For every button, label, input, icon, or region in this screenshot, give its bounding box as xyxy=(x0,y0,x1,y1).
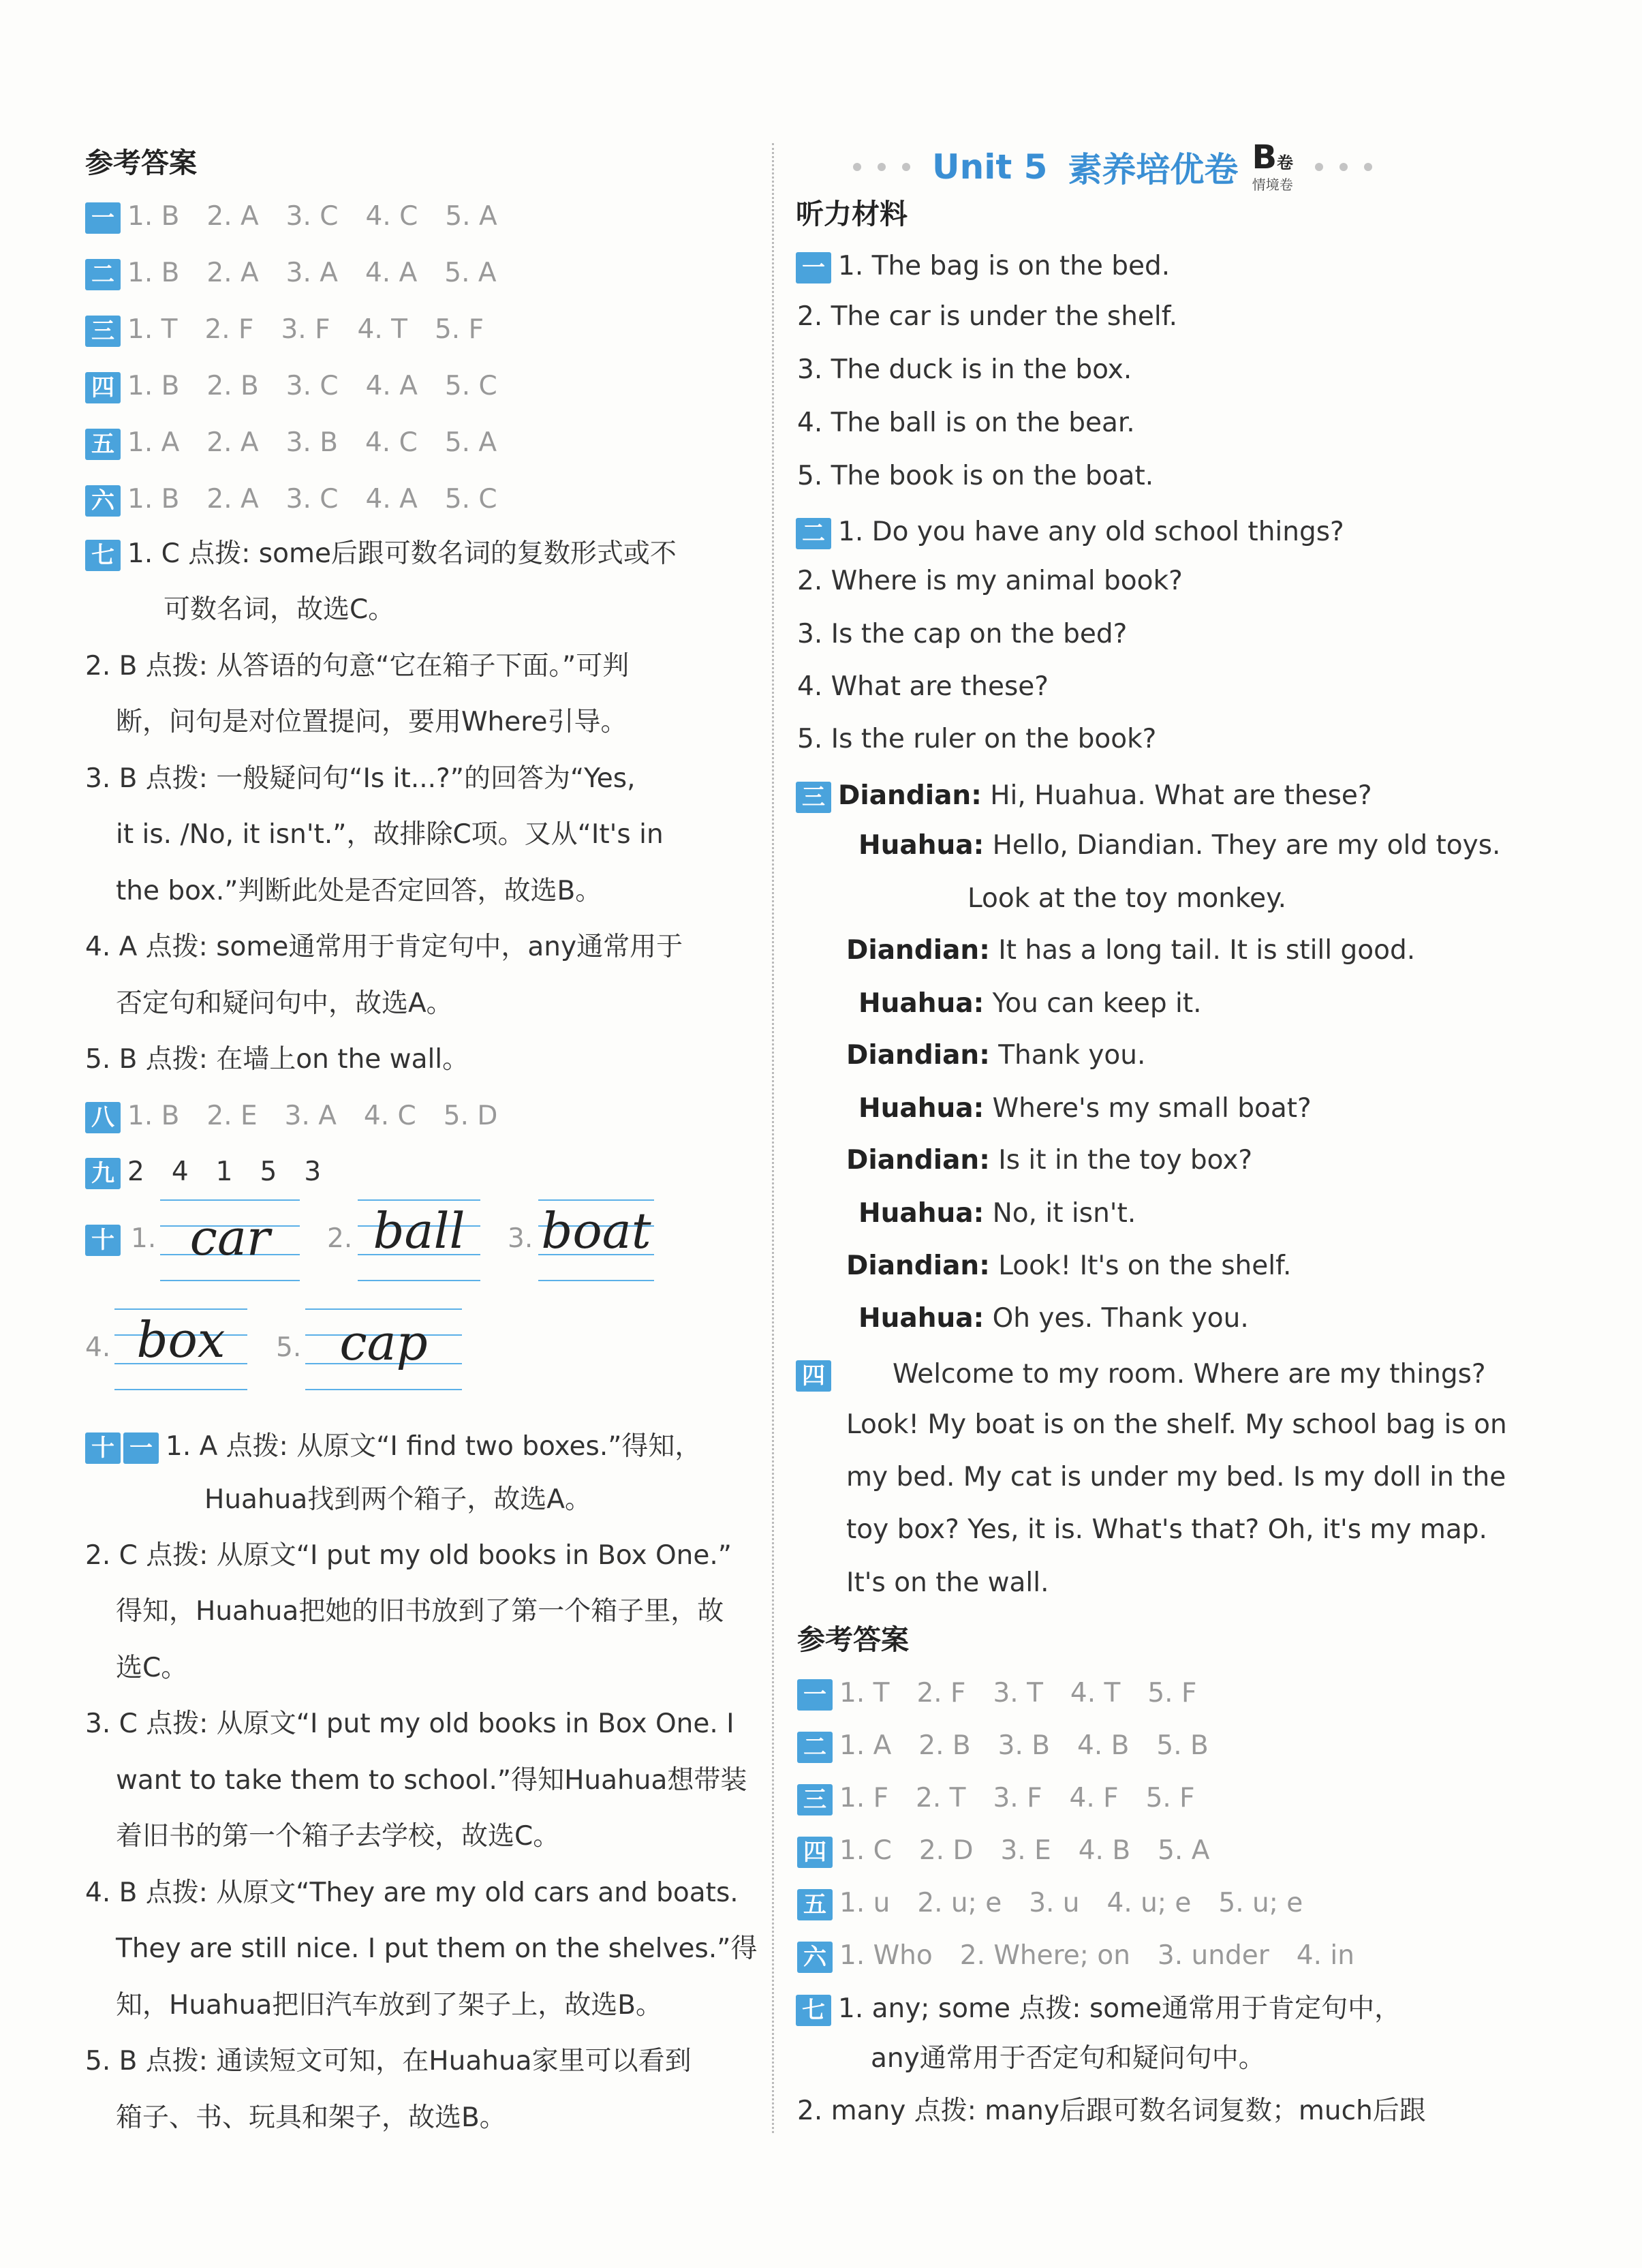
seven-line-7: the box.”判断此处是否定回答，故选B。 xyxy=(116,876,602,906)
left-answer-answer: 2. A xyxy=(206,201,259,232)
write-num-5: 5. xyxy=(276,1332,302,1363)
dialog-line-2: Huahua: Hello, Diandian. They are my old toys. xyxy=(858,830,1501,861)
dialog-line-1: 三 Diandian: Hi, Huahua. What are these? xyxy=(796,780,1372,813)
left-answer-answer: 2. A xyxy=(206,484,259,515)
section-badge-9: 九 xyxy=(85,1158,121,1189)
right-answer-answer: 5. F xyxy=(1145,1783,1195,1813)
left-answer-answer: 4. A xyxy=(365,484,418,515)
right-answer-answer: 5. B xyxy=(1156,1730,1209,1761)
left-answer-answer: 1. B xyxy=(127,258,180,288)
left-answer-answer: 2. A xyxy=(206,427,259,458)
right-answer-answer: 3. u xyxy=(1029,1888,1080,1918)
left-answer-badge: 一 xyxy=(85,202,121,234)
left-answer-badge: 六 xyxy=(85,485,121,517)
dialog-line-10: Diandian: Look! It's on the shelf. xyxy=(846,1251,1292,1281)
left-answer-row-5 xyxy=(85,427,497,460)
left-answer-answer: 5. A xyxy=(445,201,497,232)
written-word-car: car xyxy=(189,1209,270,1266)
dialog-line-7: Huahua: Where's my small boat? xyxy=(858,1093,1312,1124)
writing-box-3 xyxy=(538,1199,654,1281)
left-answer-answer: 3. C xyxy=(285,371,339,401)
right-seven-line-2: any通常用于否定句和疑问句中。 xyxy=(871,2043,1265,2074)
write-num-2: 2. xyxy=(327,1223,353,1254)
left-answer-answer: 2. B xyxy=(206,371,259,401)
right-answer-answer: 5. F xyxy=(1147,1678,1197,1708)
left-answer-answer: 4. A xyxy=(365,371,418,401)
left-answer-answer: 1. T xyxy=(127,314,178,345)
eleven-line-13: 箱子、书、玩具和架子，故选B。 xyxy=(116,2102,506,2133)
eleven-line-8: 着旧书的第一个箱子去学校，故选C。 xyxy=(116,1821,560,1852)
write-num-1: 1. xyxy=(131,1223,157,1254)
right-answer-answer: 4. T xyxy=(1070,1678,1121,1708)
right-answer-row-2 xyxy=(797,1730,1209,1763)
dialog-line-9: Huahua: No, it isn't. xyxy=(858,1198,1136,1229)
unit-label: Unit 5 xyxy=(932,147,1048,187)
right-answer-answer: 4. B xyxy=(1078,1835,1131,1866)
right-answer-answer: 3. B xyxy=(997,1730,1051,1761)
part4-line-3: my bed. My cat is under my bed. Is my doll in the xyxy=(846,1462,1506,1492)
unit-title: 素养培优卷 xyxy=(1068,150,1239,189)
left-answer-answer: 5. F xyxy=(434,314,484,345)
right-answer-row-1 xyxy=(797,1678,1196,1711)
answers-heading: 参考答案 xyxy=(85,147,197,179)
eleven-line-11: 知，Huahua把旧汽车放到了架子上，故选B。 xyxy=(116,1990,663,2021)
dialog-line-5: Huahua: You can keep it. xyxy=(858,988,1202,1019)
left-answer-answer: 3. C xyxy=(285,201,339,232)
part2-line-4: 4. What are these? xyxy=(797,671,1049,702)
section-8: 八 1. B 2. E 3. A 4. C 5. D xyxy=(85,1101,497,1133)
eleven-line-3: 2. C 点拨: 从原文“I put my old books in Box One.” xyxy=(85,1540,732,1571)
dialog-line-3: Look at the toy monkey. xyxy=(967,883,1287,914)
part4-line-1: 四 Welcome to my room. Where are my things? xyxy=(796,1359,1486,1392)
right-answer-answer: 2. D xyxy=(918,1835,974,1866)
left-answer-answer: 4. C xyxy=(365,201,418,232)
right-answer-answer: 4. F xyxy=(1069,1783,1119,1813)
left-answer-answer: 1. A xyxy=(127,427,180,458)
section-badge-11b: 一 xyxy=(123,1432,159,1464)
part4-line-5: It's on the wall. xyxy=(846,1567,1049,1598)
right-answer-answer: 3. T xyxy=(993,1678,1043,1708)
section-9: 九 2 4 1 5 3 xyxy=(85,1156,321,1189)
right-answer-row-3 xyxy=(797,1783,1195,1815)
right-answer-answer: 1. A xyxy=(839,1730,892,1761)
right-answer-answer: 2. T xyxy=(916,1783,966,1813)
right-answer-answer: 3. under xyxy=(1157,1940,1269,1971)
decor-dot xyxy=(1339,163,1348,171)
left-answer-badge: 五 xyxy=(85,429,121,460)
decor-dot xyxy=(1315,163,1323,171)
part1-line-1: 一 1. The bag is on the bed. xyxy=(796,251,1170,284)
eleven-line-4: 得知，Huahua把她的旧书放到了第一个箱子里，故 xyxy=(116,1596,724,1627)
seven-line-4: 断，问句是对位置提问，要用Where引导。 xyxy=(116,707,628,737)
right-answer-answer: 1. u xyxy=(839,1888,890,1918)
seven-line-8: 4. A 点拨: some通常用于肯定句中，any通常用于 xyxy=(85,932,683,962)
right-answer-row-5 xyxy=(797,1888,1303,1920)
left-answer-row-6 xyxy=(85,484,497,517)
right-answer-answer: 4. B xyxy=(1077,1730,1130,1761)
left-answer-answer: 1. B xyxy=(127,484,180,515)
left-answer-answer: 4. C xyxy=(365,427,418,458)
right-answer-badge: 六 xyxy=(797,1942,833,1973)
left-answer-badge: 二 xyxy=(85,259,121,290)
writing-box-2 xyxy=(358,1199,480,1281)
volume-mark: B卷 情境卷 xyxy=(1252,138,1294,193)
part2-line-2: 2. Where is my animal book? xyxy=(797,566,1183,596)
decor-dot xyxy=(853,163,861,171)
right-seven-line-3: 2. many 点拨: many后跟可数名词复数；much后跟 xyxy=(797,2096,1426,2126)
right-answer-answer: 5. u; e xyxy=(1218,1888,1303,1918)
part-badge-1: 一 xyxy=(796,252,831,284)
left-answer-answer: 3. F xyxy=(281,314,330,345)
part-badge-3: 三 xyxy=(796,782,831,813)
right-answer-answer: 4. in xyxy=(1296,1940,1354,1971)
right-answer-answer: 2. B xyxy=(918,1730,971,1761)
section-badge-10: 十 xyxy=(85,1225,121,1256)
left-answer-badge: 四 xyxy=(85,372,121,403)
seven-line-5: 3. B 点拨: 一般疑问句“Is it...?”的回答为“Yes, xyxy=(85,763,636,794)
section-badge-7: 七 xyxy=(85,540,121,571)
listening-heading: 听力材料 xyxy=(796,198,908,230)
write-num-3: 3. xyxy=(508,1223,533,1254)
left-answer-answer: 5. C xyxy=(444,484,497,515)
right-answer-answer: 3. F xyxy=(993,1783,1042,1813)
part1-line-4: 4. The ball is on the bear. xyxy=(797,408,1135,438)
right-answer-answer: 2. Where; on xyxy=(959,1940,1130,1971)
right-answer-answer: 1. F xyxy=(839,1783,889,1813)
eleven-line-10: They are still nice. I put them on the shelves.”得 xyxy=(116,1933,758,1964)
writing-box-4 xyxy=(114,1308,247,1390)
written-word-cap: cap xyxy=(339,1314,428,1371)
dialog-line-11: Huahua: Oh yes. Thank you. xyxy=(858,1303,1249,1334)
left-answer-answer: 2. A xyxy=(206,258,259,288)
seven-line-9: 否定句和疑问句中，故选A。 xyxy=(116,988,453,1019)
left-answer-answer: 3. A xyxy=(285,258,338,288)
part1-line-2: 2. The car is under the shelf. xyxy=(797,301,1178,332)
writing-box-5 xyxy=(305,1308,462,1390)
unit-title-bar xyxy=(845,136,1380,198)
seven-line-3: 2. B 点拨: 从答语的句意“它在箱子下面。”可判 xyxy=(85,651,630,681)
right-answer-answer: 3. E xyxy=(1000,1835,1051,1866)
part4-line-2: Look! My boat is on the shelf. My school bag is on xyxy=(846,1409,1507,1440)
part1-line-3: 3. The duck is in the box. xyxy=(797,354,1132,385)
written-word-box: box xyxy=(136,1311,226,1368)
right-answer-answer: 1. T xyxy=(839,1678,890,1708)
section-badge-8: 八 xyxy=(85,1102,121,1133)
right-answer-badge: 五 xyxy=(797,1889,833,1920)
left-answer-answer: 3. B xyxy=(285,427,338,458)
right-answer-answer: 1. C xyxy=(839,1835,892,1866)
right-answer-answer: 2. F xyxy=(916,1678,966,1708)
left-answer-answer: 5. A xyxy=(444,258,497,288)
right-answer-answer: 4. u; e xyxy=(1106,1888,1192,1918)
right-answer-badge: 三 xyxy=(797,1784,833,1815)
left-answer-row-3 xyxy=(85,314,484,347)
write-num-4: 4. xyxy=(85,1332,111,1363)
right-answer-row-4 xyxy=(797,1835,1209,1868)
eleven-line-1: 十 一 1. A 点拨: 从原文“I find two boxes.”得知， xyxy=(85,1431,701,1464)
section-10-badge-line xyxy=(85,1223,127,1256)
seven-line-1: 七 1. C 点拨: some后跟可数名词的复数形式或不 xyxy=(85,538,677,571)
part-badge-4: 四 xyxy=(796,1360,831,1392)
seven-line-6: it is. /No, it isn't.”，故排除C项。又从“It's in xyxy=(116,819,664,850)
column-divider xyxy=(772,143,774,2133)
seven-line-2: 可数名词，故选C。 xyxy=(164,594,395,625)
eleven-line-7: want to take them to school.”得知Huahua想带装 xyxy=(116,1765,747,1796)
decor-dot xyxy=(1364,163,1372,171)
part2-line-1: 二 1. Do you have any old school things? xyxy=(796,517,1344,549)
left-answer-row-1 xyxy=(85,201,497,234)
answers-heading-right: 参考答案 xyxy=(797,1623,909,1656)
dialog-line-6: Diandian: Thank you. xyxy=(846,1040,1146,1071)
left-answer-answer: 1. B xyxy=(127,371,180,401)
part-badge-2: 二 xyxy=(796,518,831,549)
part2-line-5: 5. Is the ruler on the book? xyxy=(797,724,1157,754)
decor-dot xyxy=(878,163,886,171)
right-answer-answer: 5. A xyxy=(1158,1835,1210,1866)
eleven-line-5: 选C。 xyxy=(116,1653,188,1683)
left-answer-badge: 三 xyxy=(85,316,121,347)
right-answer-answer: 1. Who xyxy=(839,1940,933,1971)
writing-box-1 xyxy=(160,1199,300,1281)
left-answer-answer: 5. A xyxy=(444,427,497,458)
dialog-line-8: Diandian: Is it in the toy box? xyxy=(846,1145,1253,1176)
right-answer-answer: 2. u; e xyxy=(917,1888,1002,1918)
eleven-line-12: 5. B 点拨: 通读短文可知，在Huahua家里可以看到 xyxy=(85,2046,692,2077)
part4-line-4: toy box? Yes, it is. What's that? Oh, it's my map. xyxy=(846,1514,1487,1545)
left-answer-answer: 1. B xyxy=(127,201,180,232)
answer-badge-7: 七 xyxy=(796,1995,831,2026)
dialog-line-4: Diandian: It has a long tail. It is still good. xyxy=(846,935,1416,966)
left-answer-answer: 2. F xyxy=(204,314,254,345)
eleven-line-2: Huahua找到两个箱子，故选A。 xyxy=(204,1484,591,1515)
written-word-boat: boat xyxy=(541,1202,651,1259)
right-answer-badge: 一 xyxy=(797,1679,833,1711)
right-seven-line-1: 七 1. any; some 点拨: some通常用于肯定句中， xyxy=(796,1993,1401,2026)
written-word-ball: ball xyxy=(373,1202,465,1259)
seven-line-10: 5. B 点拨: 在墙上on the wall。 xyxy=(85,1044,469,1075)
left-answer-answer: 5. C xyxy=(444,371,497,401)
right-answer-badge: 二 xyxy=(797,1732,833,1763)
section-badge-11a: 十 xyxy=(85,1432,121,1464)
part2-line-3: 3. Is the cap on the bed? xyxy=(797,619,1128,649)
left-answer-answer: 4. A xyxy=(365,258,418,288)
right-answer-row-6 xyxy=(797,1940,1354,1973)
right-answer-badge: 四 xyxy=(797,1837,833,1868)
left-answer-row-4 xyxy=(85,371,497,403)
eleven-line-6: 3. C 点拨: 从原文“I put my old books in Box One. I xyxy=(85,1708,734,1739)
part1-line-5: 5. The book is on the boat. xyxy=(797,461,1154,491)
eleven-line-9: 4. B 点拨: 从原文“They are my old cars and boats. xyxy=(85,1878,739,1908)
left-answer-answer: 3. C xyxy=(285,484,339,515)
left-answer-row-2 xyxy=(85,258,497,290)
decor-dot xyxy=(902,163,910,171)
left-answer-answer: 4. T xyxy=(357,314,407,345)
